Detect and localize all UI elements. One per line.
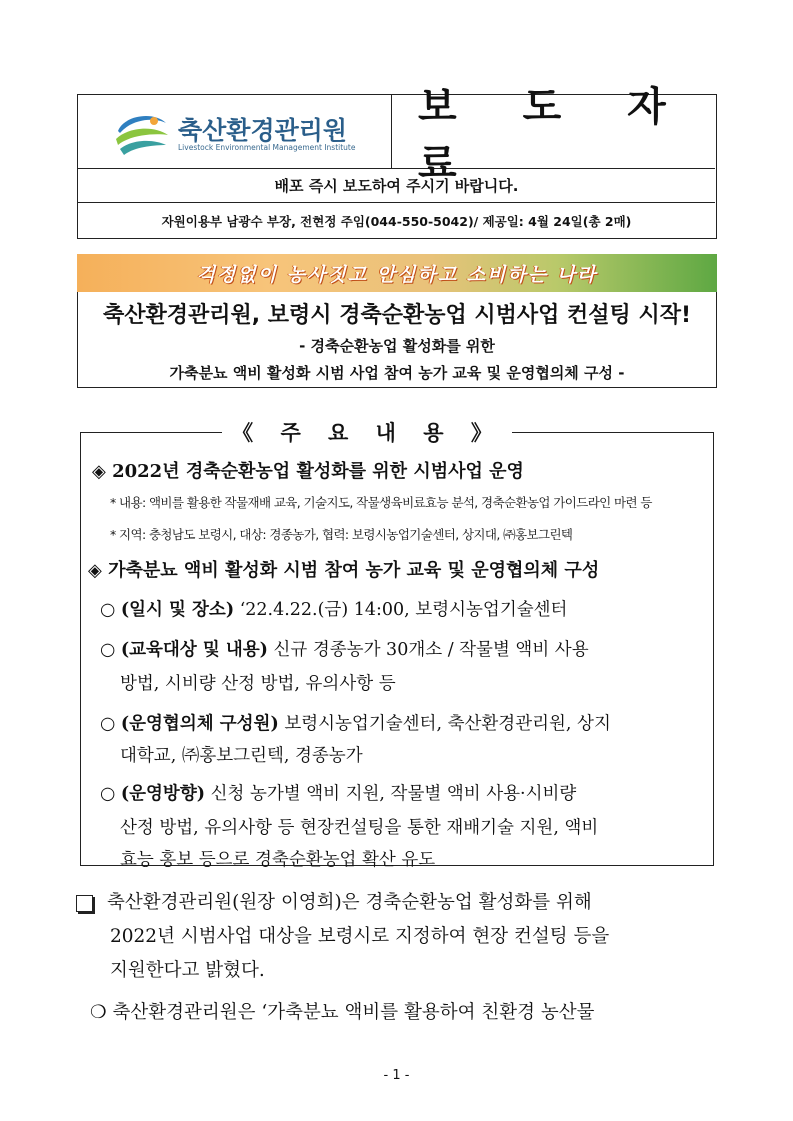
item-text: 신규 경종농가 30개소 / 작물별 액비 사용: [267, 640, 589, 660]
slogan-banner: [77, 254, 717, 292]
slogan-text: 걱정없이 농사짓고 안심하고 소비하는 나라: [196, 263, 598, 286]
list-item: ○ (일시 및 장소) ‘22.4.22.(금) 14:00, 보령시농업기술센터: [100, 600, 568, 620]
list-item: ○ (교육대상 및 내용) 신규 경종농가 30개소 / 작물별 액비 사용: [100, 640, 589, 660]
logo-cell: [78, 95, 392, 168]
item-text: ‘22.4.22.(금) 14:00, 보령시농업기술센터: [234, 600, 568, 620]
release-note: 배포 즉시 보도하여 주시기 바랍니다.: [78, 169, 715, 203]
item-label: (교육대상 및 내용): [120, 640, 268, 660]
press-release-title: 보 도 자 료: [418, 83, 692, 187]
item-label: (운영방향): [120, 784, 206, 804]
item-label: (일시 및 장소): [120, 600, 235, 620]
item-continuation: 방법, 시비량 산정 방법, 유의사항 등: [120, 674, 396, 694]
section2-heading: ◈ 가축분뇨 액비 활성화 시범 참여 농가 교육 및 운영협의체 구성: [88, 560, 600, 581]
headline-subtitle-1: - 경축순환농업 활성화를 위한: [299, 337, 495, 355]
headline-box: [77, 292, 717, 388]
press-header-table: [77, 83, 717, 239]
headline-title: 축산환경관리원, 보령시 경축순환농업 시범사업 컨설팅 시작!: [103, 303, 691, 328]
body-para2-line1: ❍ 축산환경관리원은 ‘가축분뇨 액비를 활용하여 친환경 농산물: [90, 1002, 595, 1023]
body-para1-line1: [76, 888, 592, 914]
org-name-korean: 축산환경관리원: [178, 116, 348, 145]
list-item: ○ (운영방향) 신청 농가별 액비 지원, 작물별 액비 사용·시비량: [100, 784, 577, 804]
key-points-title: 《 주 요 내 용 》: [222, 412, 512, 452]
page-number: - 1 -: [383, 1068, 410, 1083]
item-text: 보령시농업기술센터, 축산환경관리원, 상지: [278, 714, 611, 734]
section1-bullet-region: * 지역: 충청남도 보령시, 대상: 경종농가, 협력: 보령시농업기술센터, 상지대, ㈜홍보그린텍: [110, 527, 573, 542]
section1-bullet-content: * 내용: 액비를 활용한 작물재배 교육, 기술지도, 작물생육비료효능 분석, 경축순환농업 가이드라인 마련 등: [110, 495, 652, 510]
headline-subtitle-2: 가축분뇨 액비 활성화 시범 사업 참여 농가 교육 및 운영협의체 구성 -: [169, 364, 625, 382]
body-para1-line2: 2022년 시범사업 대상을 보령시로 지정하여 현장 컨설팅 등을: [110, 926, 610, 947]
item-text: 신청 농가별 액비 지원, 작물별 액비 사용·시비량: [205, 784, 577, 804]
item-continuation: 효능 홍보 등으로 경축순환농업 확산 유도: [120, 850, 436, 870]
org-name-english: Livestock Environmental Management Institute: [178, 143, 356, 152]
list-item: ○ (운영협의체 구성원) 보령시농업기술센터, 축산환경관리원, 상지: [100, 714, 611, 734]
contact-info: 자원이용부 남광수 부장, 전현정 주임(044-550-5042)/ 제공일: 4월 24일(총 2매): [161, 213, 632, 229]
para1-text: 축산환경관리원(원장 이영희)은 경축순환농업 활성화를 위해: [107, 892, 592, 913]
square-bullet-icon: [76, 895, 93, 912]
item-continuation: 산정 방법, 유의사항 등 현장컨설팅을 통한 재배기술 지원, 액비: [120, 818, 599, 838]
item-label: (운영협의체 구성원): [120, 714, 279, 734]
organization-logo-icon: [114, 109, 170, 157]
item-continuation: 대학교, ㈜홍보그린텍, 경종농가: [120, 746, 363, 766]
body-para1-line3: 지원한다고 밝혔다.: [110, 960, 265, 981]
section1-heading: ◈ 2022년 경축순환농업 활성화를 위한 시범사업 운영: [92, 461, 524, 482]
